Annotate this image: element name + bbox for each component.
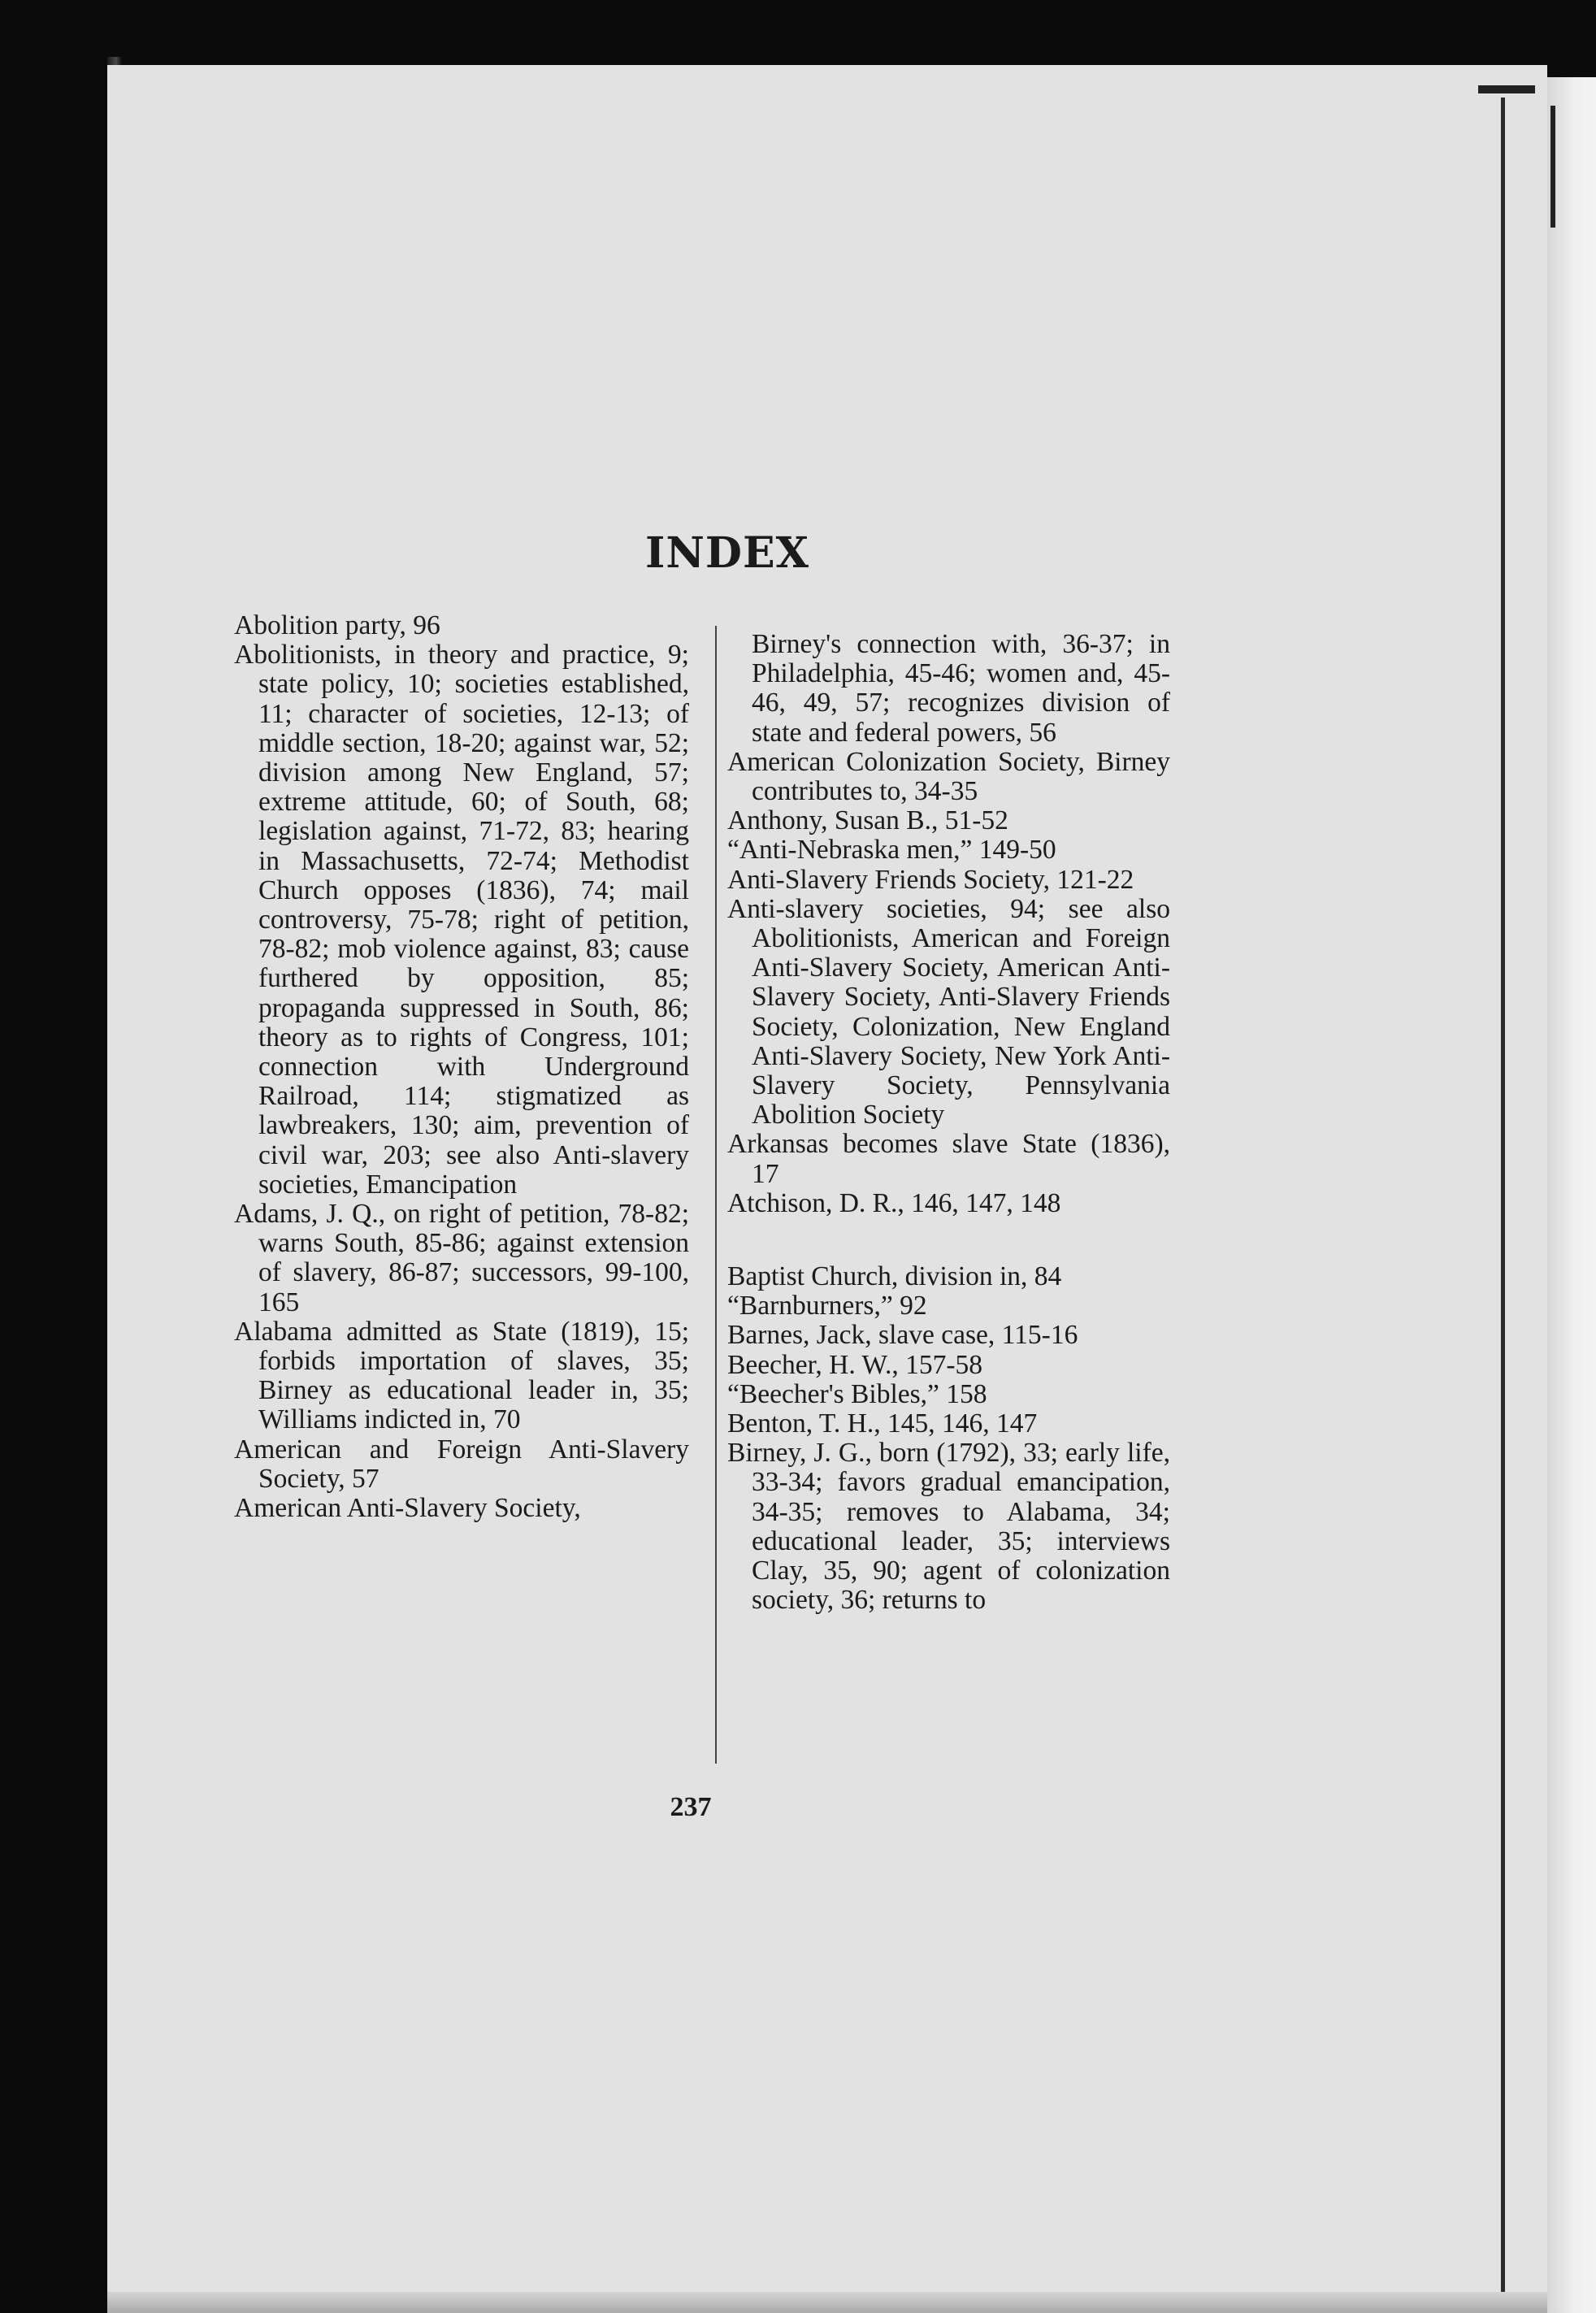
index-entry: Anti-Slavery Friends Society, 121-22 [727,864,1134,895]
index-entry: Arkansas becomes slave State (1836), 17 [727,1129,1170,1189]
index-column-left [234,611,689,1523]
index-entry: Alabama admitted as State (1819), 15; forbids importation of slaves, 35; Birney as educational leader in, 35; Williams indicted in, 70 [234,1316,689,1435]
index-entry: Abolitionists, in theory and practice, 9; state policy, 10; societies established, 11; character of societies, 12-13; of middle section, 18-20; against war, 52; division among New England, 57; extreme attitude, 60; of South, 68; legislation against, 71-72, 83; hearing in Massachusetts, 72-74; Methodist Church opposes (1836), 74; mail controversy, 75-78; right of petition, 78-82; mob violence against, 83; cause furthered by opposition, 85; propaganda suppressed in South, 86; theory as to rights of Congress, 101; connection with Underground Railroad, 114; stigmatized as lawbreakers, 130; aim, prevention of civil war, 203; see also Anti-slavery societies, Emancipation [234,640,689,1200]
index-entry: Beecher, H. W., 157-58 [727,1349,983,1380]
index-entry-continuation: Birney's connection with, 36-37; in Philadelphia, 45-46; women and, 45-46, 49, 57; recognizes division of state and federal powers, 56 [752,629,1170,748]
page-edge-bottom [107,2292,1547,2313]
page-edge-line [1501,98,1505,2308]
index-entry: Adams, J. Q., on right of petition, 78-82; warns South, 85-86; against extension of slavery, 86-87; successors, 99-100, 165 [234,1199,689,1317]
index-entry: American Colonization Society, Birney contributes to, 34-35 [727,746,1170,807]
index-entry: Abolition party, 96 [234,610,440,640]
page-edge-right [1547,77,1596,2313]
index-entry: American Anti-Slavery Society, [234,1493,581,1524]
column-divider [715,626,717,1764]
index-entry: Birney, J. G., born (1792), 33; early life, 33-34; favors gradual emancipation, 34-35; removes to Alabama, 34; educational leader, 35; interviews Clay, 35, 90; agent of colonization society, 36; returns to [727,1438,1170,1616]
index-entry: American and Foreign Anti-Slavery Society, 57 [234,1434,689,1494]
page-heading: INDEX [645,528,809,578]
index-column-right [727,630,1170,1616]
letter-section-gap [727,1218,1170,1262]
index-entry: Benton, T. H., 145, 146, 147 [727,1408,1038,1439]
index-entry: Anthony, Susan B., 51-52 [727,805,1008,836]
index-entry: Barnes, Jack, slave case, 115-16 [727,1320,1078,1351]
page-number: 237 [670,1792,712,1822]
page-corner-mark [1478,85,1535,93]
index-entry: Anti-slavery societies, 94; see also Abolitionists, American and Foreign Anti-Slavery Society, American Anti-Slavery Society, Anti-Slavery Friends Society, Colonization, New England Anti-Slavery Society, New York Anti-Slavery Society, Pennsylvania Abolition Society [727,893,1170,1130]
index-entry: Atchison, D. R., 146, 147, 148 [727,1187,1061,1218]
index-entry: Baptist Church, division in, 84 [727,1261,1062,1292]
index-entry: “Beecher's Bibles,” 158 [727,1378,987,1409]
page-edge-mark [1550,106,1555,228]
index-entry: “Barnburners,” 92 [727,1291,927,1321]
index-entry: “Anti-Nebraska men,” 149-50 [727,835,1056,866]
